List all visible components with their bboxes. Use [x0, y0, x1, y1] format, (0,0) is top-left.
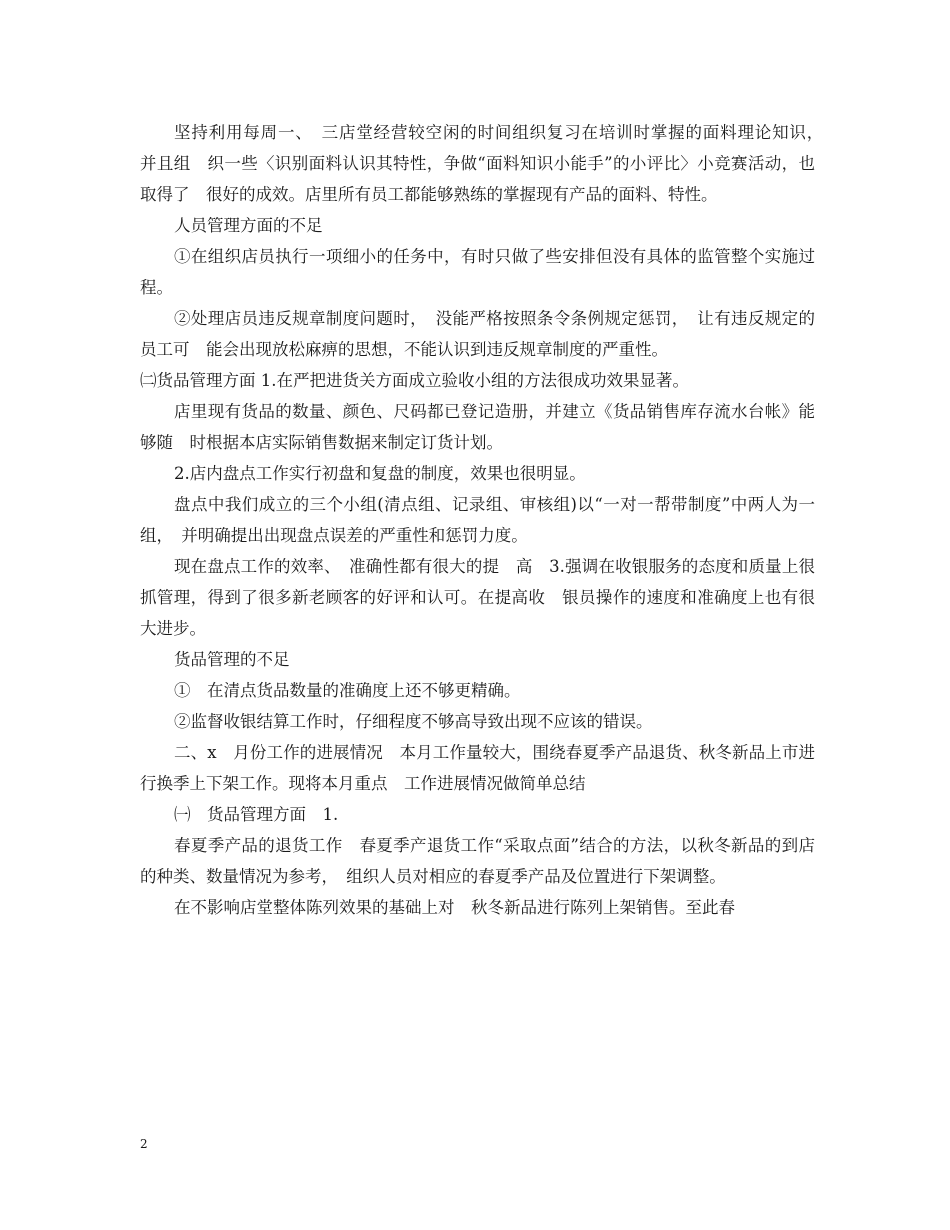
paragraph: ㈠ 货品管理方面 1. [174, 805, 339, 824]
document-body [140, 117, 832, 923]
paragraph: 盘点中我们成立的三个小组(清点组、记录组、审核组)以“一对一帮带制度”中两人为一组， 并明确提出出现盘点误差的严重性和惩罚力度。 [140, 495, 815, 545]
paragraph: ②处理店员违反规章制度问题时， 没能严格按照条令条例规定惩罚， 让有违反规定的员工可 能会出现放松麻痹的思想，不能认识到违反规章制度的严重性。 [140, 309, 815, 359]
paragraph: ㈡货品管理方面 1.在严把进货关方面成立验收小组的方法很成功效果显著。 [140, 371, 689, 390]
section-heading: 货品管理的不足 [174, 650, 290, 669]
paragraph: 坚持利用每周一、 三店堂经营较空闲的时间组织复习在培训时掌握的面料理论知识， 并且组 织一些〈识别面料认识其特性，争做“面料知识小能手”的小评比〉小竞赛活动，也取得了 很好的成效。店里所有员工都能够熟练的掌握现有产品的面料、特性。 [140, 123, 832, 204]
paragraph: ① 在清点货品数量的准确度上还不够更精确。 [174, 681, 521, 700]
paragraph: 店里现有货品的数量、颜色、尺码都已登记造册，并建立《货品销售库存流水台帐》能够随 时根据本店实际销售数据来制定订货计划。 [140, 402, 815, 452]
paragraph: 春夏季产品的退货工作 春夏季产退货工作“采取点面”结合的方法，以秋冬新品的到店的种类、数量情况为参考， 组织人员对相应的春夏季产品及位置进行下架调整。 [140, 836, 815, 886]
page-number: 2 [140, 1137, 148, 1151]
paragraph: ②监督收银结算工作时，仔细程度不够高导致出现不应该的错误。 [174, 712, 653, 731]
paragraph: ①在组织店员执行一项细小的任务中，有时只做了些安排但没有具体的监管整个实施过程。 [140, 247, 815, 297]
paragraph: 在不影响店堂整体陈列效果的基础上对 秋冬新品进行陈列上架销售。至此春 [174, 898, 735, 917]
paragraph: 2.店内盘点工作实行初盘和复盘的制度，效果也很明显。 [174, 464, 586, 483]
paragraph: 现在盘点工作的效率、 准确性都有很大的提 高 3.强调在收银服务的态度和质量上很抓管理，得到了很多新老顾客的好评和认可。在提高收 银员操作的速度和准确度上也有很大进步。 [140, 557, 815, 638]
section-heading: 人员管理方面的不足 [174, 216, 323, 235]
paragraph: 二、x 月份工作的进展情况 本月工作量较大，围绕春夏季产品退货、秋冬新品上市进行换季上下架工作。现将本月重点 工作进展情况做简单总结 [140, 743, 815, 793]
